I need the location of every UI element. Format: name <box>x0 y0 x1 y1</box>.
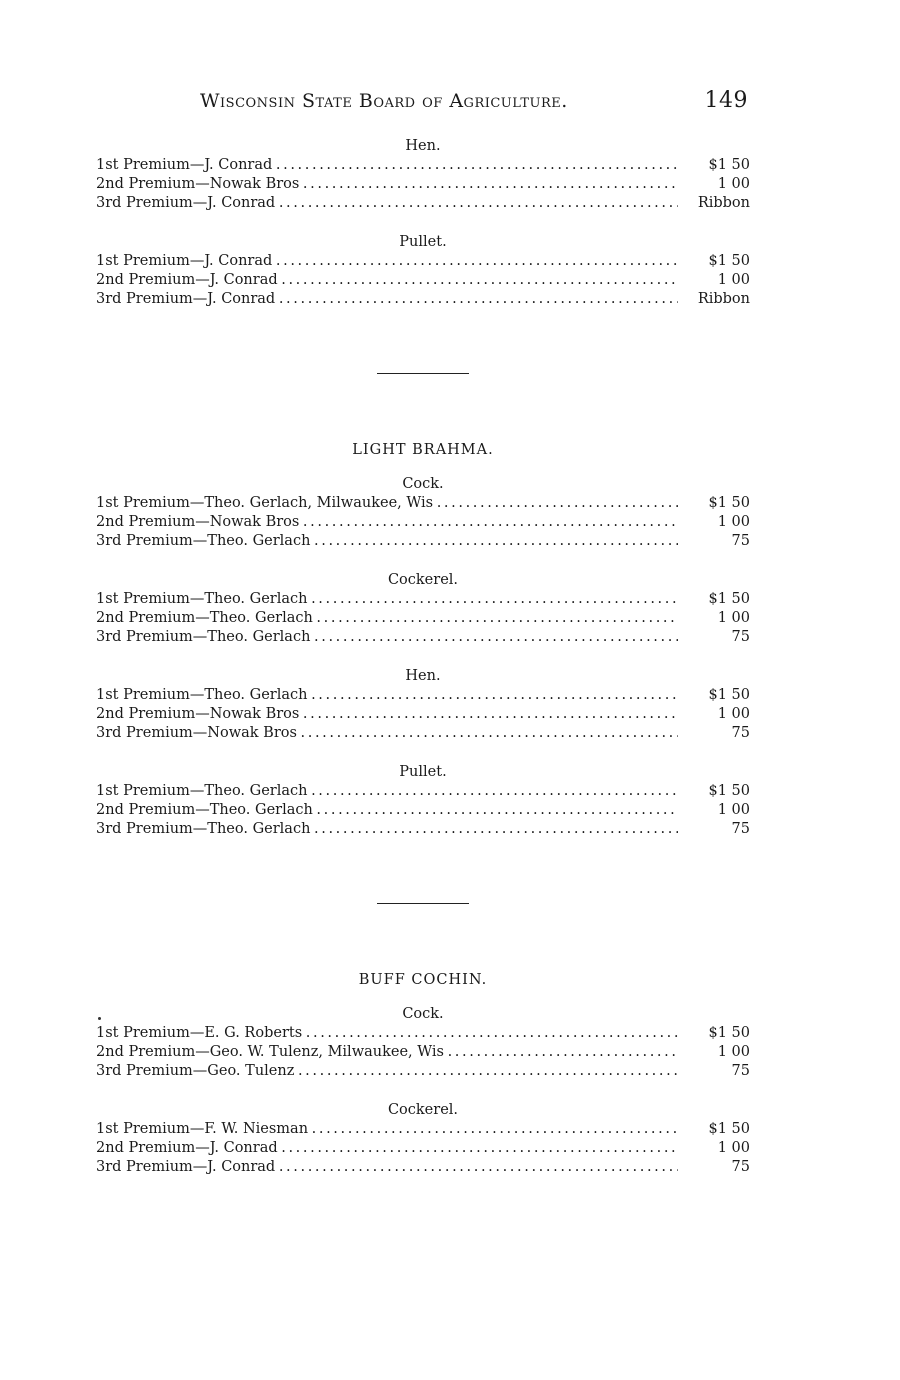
premium-winner: 1st Premium—F. W. Niesman . . . <box>96 1120 678 1139</box>
premium-amount: 1 00 <box>717 272 750 288</box>
premium-amount: 75 <box>731 821 750 837</box>
premium-amount: 1 00 <box>717 176 750 192</box>
premium-block <box>96 137 750 213</box>
class-heading: Pullet. <box>399 234 447 250</box>
premium-winner: 3rd Premium—J. Conrad . . . <box>96 290 678 309</box>
premium-amount: 1 00 <box>717 1044 750 1060</box>
premium-block <box>96 1101 750 1177</box>
class-heading: Hen. <box>405 668 441 684</box>
premium-winner: 3rd Premium—Nowak Bros . . . <box>96 724 678 743</box>
premium-row <box>96 686 750 705</box>
premium-winner: 3rd Premium—J. Conrad . . . <box>96 194 678 213</box>
intro-section <box>96 137 750 309</box>
premium-amount: 1 00 <box>717 610 750 626</box>
premium-row <box>96 820 750 839</box>
premium-row <box>96 290 750 309</box>
premium-winner: 3rd Premium—Theo. Gerlach . . . <box>96 628 678 647</box>
page-number: 149 <box>704 88 748 113</box>
premium-winner: 3rd Premium—Geo. Tulenz . . . <box>96 1062 678 1081</box>
premium-block <box>96 475 750 551</box>
premium-winner: 2nd Premium—Nowak Bros . . . <box>96 513 678 532</box>
premium-winner: 2nd Premium—Theo. Gerlach . . . <box>96 609 678 628</box>
page-header <box>96 88 750 122</box>
premium-winner: 1st Premium—Theo. Gerlach, Milwaukee, Wis . . . <box>96 494 678 513</box>
premium-row <box>96 1158 750 1177</box>
premium-winner: 2nd Premium—J. Conrad . . . <box>96 271 678 290</box>
class-heading: Cock. <box>402 476 444 492</box>
premium-winner: 1st Premium—J. Conrad . . . <box>96 156 678 175</box>
premium-amount: 75 <box>731 533 750 549</box>
premium-row <box>96 782 750 801</box>
premium-amount: 1 00 <box>717 706 750 722</box>
horizontal-rule <box>377 373 469 374</box>
divider-2 <box>96 839 750 970</box>
premium-row <box>96 628 750 647</box>
premium-row <box>96 724 750 743</box>
premium-winner: 1st Premium—Theo. Gerlach . . . <box>96 686 678 705</box>
premium-amount: 75 <box>731 725 750 741</box>
premium-amount: 1 00 <box>717 514 750 530</box>
premium-amount: 75 <box>731 1159 750 1175</box>
premium-amount: 75 <box>731 1063 750 1079</box>
class-heading: Cock. <box>402 1006 444 1022</box>
premium-winner: 2nd Premium—Geo. W. Tulenz, Milwaukee, Wis . . . <box>96 1043 678 1062</box>
premium-row <box>96 156 750 175</box>
premium-block <box>96 571 750 647</box>
premium-row <box>96 494 750 513</box>
premium-row <box>96 1062 750 1081</box>
class-heading: Hen. <box>405 138 441 154</box>
premium-amount: $1 50 <box>708 253 750 269</box>
premium-winner: 1st Premium—J. Conrad . . . <box>96 252 678 271</box>
premium-winner: 3rd Premium—J. Conrad . . . <box>96 1158 678 1177</box>
horizontal-rule <box>377 903 469 904</box>
premium-amount: 1 00 <box>717 1140 750 1156</box>
premium-row <box>96 801 750 820</box>
premium-row <box>96 194 750 213</box>
premium-amount: $1 50 <box>708 687 750 703</box>
premium-amount: $1 50 <box>708 591 750 607</box>
running-title: Wisconsin State Board of Agriculture. <box>200 90 568 112</box>
buff-cochin-section <box>96 1005 750 1177</box>
premium-winner: 1st Premium—Theo. Gerlach . . . <box>96 590 678 609</box>
premium-winner: 2nd Premium—Nowak Bros . . . <box>96 705 678 724</box>
premium-row <box>96 271 750 290</box>
premium-row <box>96 252 750 271</box>
premium-row <box>96 590 750 609</box>
premium-amount: $1 50 <box>708 157 750 173</box>
premium-block <box>96 763 750 839</box>
premium-row <box>96 705 750 724</box>
premium-row <box>96 1139 750 1158</box>
premium-amount: 1 00 <box>717 802 750 818</box>
premium-block <box>96 233 750 309</box>
premium-block <box>96 667 750 743</box>
premium-row <box>96 513 750 532</box>
document-page <box>96 88 750 1177</box>
premium-block <box>96 1005 750 1081</box>
premium-amount: $1 50 <box>708 495 750 511</box>
premium-winner: 2nd Premium—J. Conrad . . . <box>96 1139 678 1158</box>
premium-amount: 75 <box>731 629 750 645</box>
premium-winner: 3rd Premium—Theo. Gerlach . . . <box>96 532 678 551</box>
premium-amount: $1 50 <box>708 783 750 799</box>
premium-row <box>96 175 750 194</box>
premium-amount: $1 50 <box>708 1121 750 1137</box>
class-heading: Cockerel. <box>387 1102 459 1118</box>
premium-winner: 2nd Premium—Nowak Bros . . . <box>96 175 678 194</box>
premium-winner: 1st Premium—Theo. Gerlach . . . <box>96 782 678 801</box>
premium-amount: Ribbon <box>697 195 750 211</box>
premium-row <box>96 1024 750 1043</box>
premium-amount: Ribbon <box>697 291 750 307</box>
divider-1 <box>96 309 750 440</box>
premium-row <box>96 1043 750 1062</box>
premium-row <box>96 609 750 628</box>
premium-winner: 3rd Premium—Theo. Gerlach . . . <box>96 820 678 839</box>
class-heading: Pullet. <box>399 764 447 780</box>
premium-row <box>96 532 750 551</box>
premium-amount: $1 50 <box>708 1025 750 1041</box>
premium-winner: 1st Premium—E. G. Roberts . . . <box>96 1024 678 1043</box>
premium-row <box>96 1120 750 1139</box>
premium-winner: 2nd Premium—Theo. Gerlach . . . <box>96 801 678 820</box>
section-title-buff-cochin: BUFF COCHIN. <box>358 972 488 988</box>
light-brahma-section <box>96 475 750 839</box>
class-heading: Cockerel. <box>387 572 459 588</box>
section-title-light-brahma: LIGHT BRAHMA. <box>352 442 494 458</box>
